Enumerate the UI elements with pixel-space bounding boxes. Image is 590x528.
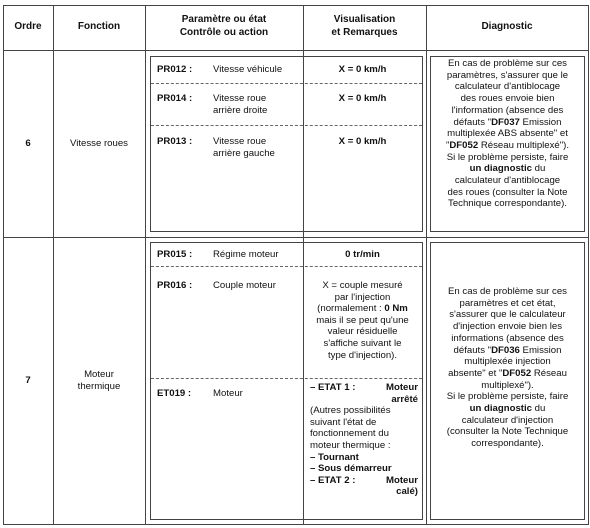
- header-visu-l2: et Remarques: [331, 27, 398, 38]
- col-line-2: [145, 5, 146, 525]
- param-label: Couple moteur: [213, 280, 276, 291]
- row6-ordre: 6: [25, 138, 31, 149]
- table-border-top: [3, 5, 588, 6]
- param-label: arrière gauche: [213, 148, 275, 159]
- param-value: X = 0 km/h: [338, 136, 387, 147]
- row6-fonction: Vitesse roues: [70, 138, 128, 149]
- diag-box-top: [430, 242, 585, 243]
- param-value: – ETAT 1 : Moteur arrêté (Autres possibilités suivant l'état de fonctionnement du moteur thermique : – Tournant – Sous démarreur – ETAT 2 : Moteur calé): [310, 382, 418, 498]
- table-border-bottom: [3, 524, 588, 525]
- param-label: Vitesse véhicule: [213, 64, 283, 75]
- diagnostic-text: En cas de problème sur ces paramètres, s'assurer que le calculateur d'antiblocage des roues envoie bien l'information (absence des défauts "DF037 Emission multiplexée ABS absente" et "DF052 Réseau multiplexé"). Si le problème persiste, faire un diagnostic du calculateur d'antiblocage des roues (consulter la Note Technique correspondante).: [445, 58, 570, 210]
- diag-box-right: [584, 56, 585, 232]
- row-divider: [3, 237, 588, 238]
- param-value: X = 0 km/h: [338, 93, 387, 104]
- diag-box-bottom: [430, 231, 585, 232]
- param-value: 0 tr/min: [345, 249, 380, 260]
- header-ordre: Ordre: [14, 21, 42, 32]
- param-code: PR014 :: [157, 93, 193, 104]
- param-code: PR012 :: [157, 64, 193, 75]
- param-label: Régime moteur: [213, 249, 279, 260]
- inner-box-bottom: [150, 519, 423, 520]
- param-value: X = 0 km/h: [338, 64, 387, 75]
- inner-box-top: [150, 242, 423, 243]
- row7-fonction-l2: thermique: [77, 381, 121, 392]
- col-line-4: [426, 5, 427, 525]
- diag-box-right: [584, 242, 585, 520]
- param-label: Vitesse roue: [213, 136, 267, 147]
- diag-box-bottom: [430, 519, 585, 520]
- inner-box-right: [422, 242, 423, 520]
- header-diagnostic: Diagnostic: [481, 21, 533, 32]
- param-code: PR013 :: [157, 136, 193, 147]
- param-label: Vitesse roue: [213, 93, 267, 104]
- param-label: Moteur: [213, 388, 243, 399]
- param-sep: [151, 266, 422, 267]
- diagnostic-text: En cas de problème sur ces paramètres et cet état, s'assurer que le calculateur d'injection envoie bien les informations (absence des défauts "DF036 Emission multiplexée injection absente" et "DF052 Réseau multiplexé"). Si le problème persiste, faire un diagnostic du calculateur d'injection (consulter la Note Technique correspondante).: [446, 286, 569, 450]
- diag-box-top: [430, 56, 585, 57]
- param-value: X = couple mesuré par l'injection (normalement : 0 Nm mais il se peut qu'une valeur résiduelle s'affiche suivant le type d'injection).: [316, 280, 409, 361]
- inner-box-right: [422, 56, 423, 232]
- param-code: PR015 :: [157, 249, 193, 260]
- param-sep: [151, 378, 422, 379]
- row7-fonction-l1: Moteur: [84, 369, 114, 380]
- param-code: ET019 :: [157, 388, 192, 399]
- col-line-0: [3, 5, 4, 525]
- inner-box-left: [150, 242, 151, 520]
- header-param-l2: Contrôle ou action: [179, 27, 269, 38]
- inner-box-top: [150, 56, 423, 57]
- col-line-1: [53, 5, 54, 525]
- param-label: arrière droite: [213, 105, 268, 116]
- param-sep: [151, 125, 422, 126]
- header-visu-l1: Visualisation: [333, 14, 396, 25]
- row7-ordre: 7: [25, 375, 31, 386]
- param-sep: [151, 83, 422, 84]
- header-divider: [3, 50, 588, 51]
- col-line-5: [588, 5, 589, 525]
- header-param-l1: Paramètre ou état: [181, 14, 267, 25]
- inner-box-bottom: [150, 231, 423, 232]
- param-code: PR016 :: [157, 280, 193, 291]
- header-fonction: Fonction: [77, 21, 121, 32]
